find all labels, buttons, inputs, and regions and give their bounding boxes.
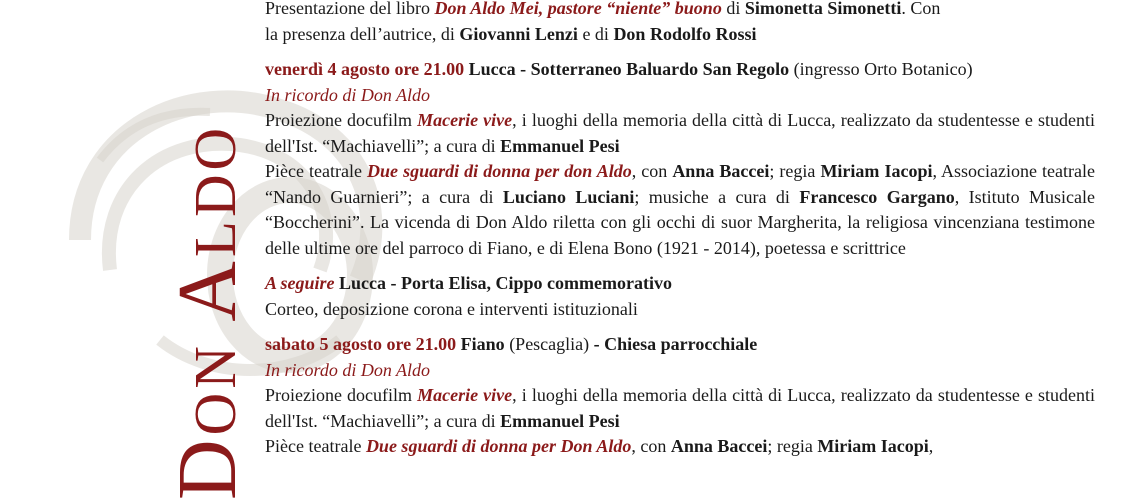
book-presentation-line-1: Presentazione del libro Don Aldo Mei, pastore “niente” buono di Simonetta Simonetti. Con	[265, 0, 941, 18]
docufilm-paragraph: Proiezione docufilm Macerie vive, i luoghi della memoria della città di Lucca, realizzato da studentesse e studenti dell'Ist. “Machiavelli”; a cura di Emmanuel Pesi	[265, 385, 1095, 431]
program-text	[265, 0, 1095, 460]
event-heading-sabato: sabato 5 agosto ore 21.00 Fiano (Pescaglia) - Chiesa parrocchiale	[265, 334, 758, 354]
event-heading-venerdi: venerdì 4 agosto ore 21.00 Lucca - Sotterraneo Baluardo San Regolo (ingresso Orto Botanico)	[265, 59, 973, 79]
side-title: Don Aldo	[161, 123, 254, 500]
piece-paragraph: Pièce teatrale Due sguardi di donna per Don Aldo, con Anna Baccei; regia Miriam Iacopi,	[265, 436, 934, 456]
event-heading-a-seguire: A seguire Lucca - Porta Elisa, Cippo commemorativo	[265, 273, 672, 293]
book-title: Don Aldo Mei, pastore “niente” buono	[434, 0, 722, 18]
piece-paragraph: Pièce teatrale Due sguardi di donna per don Aldo, con Anna Baccei; regia Miriam Iacopi, Associazione teatrale “Nando Guarnieri”; a cura di Luciano Luciani; musiche a cura di Francesco Gargano, Istituto Musicale “Boccherini”. La vicenda di Don Aldo riletta con gli occhi di suor Margherita, la religiosa vincenziana testimone delle ultime ore del parroco di Fiano, e di Elena Bono (1921 - 2014), poetessa e scrittrice	[265, 161, 1096, 258]
event-date: venerdì 4 agosto ore 21.00	[265, 59, 465, 79]
author-name: Simonetta Simonetti	[744, 0, 902, 18]
book-presentation-line-2: la presenza dell’autrice, di Giovanni Lenzi e di Don Rodolfo Rossi	[265, 23, 757, 44]
event-subtitle: In ricordo di Don Aldo	[265, 359, 430, 380]
event-subtitle: In ricordo di Don Aldo	[265, 84, 430, 105]
corteo-paragraph: Corteo, deposizione corona e interventi istituzionali	[265, 298, 638, 319]
docufilm-paragraph: Proiezione docufilm Macerie vive, i luoghi della memoria della città di Lucca, realizzato da studentesse e studenti dell'Ist. “Machiavelli”; a cura di Emmanuel Pesi	[265, 110, 1095, 156]
event-location: Lucca - Sotterraneo Baluardo San Regolo	[464, 59, 790, 79]
